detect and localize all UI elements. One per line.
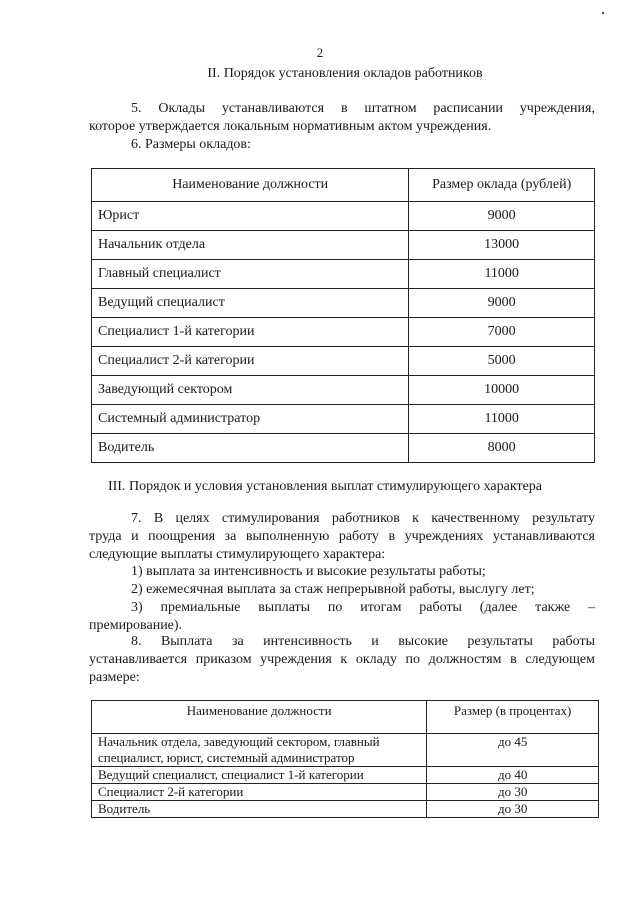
percent-cell: до 30 (427, 801, 599, 818)
list-item (89, 581, 595, 599)
table-row (92, 376, 595, 405)
position-cell: Начальник отдела (92, 231, 409, 260)
table-row (92, 784, 599, 801)
paragraph-6-text: 6. Размеры окладов: (131, 137, 251, 152)
list-item-2-text: 2) ежемесячная выплата за стаж непрерывной работы, выслугу лет; (131, 582, 535, 597)
salary-cell: 11000 (409, 405, 595, 434)
column-header-salary: Размер оклада (рублей) (409, 169, 595, 202)
page-number: 2 (316, 45, 324, 60)
table-row (92, 260, 595, 289)
position-cell-line-1: Начальник отдела, заведующий сектором, главный (98, 734, 380, 749)
position-cell: Водитель (92, 434, 409, 463)
table-row (92, 801, 599, 818)
table-header-row (92, 701, 599, 734)
position-cell: Специалист 2-й категории (92, 347, 409, 376)
table-row (92, 405, 595, 434)
salary-cell: 13000 (409, 231, 595, 260)
percent-cell: до 40 (427, 767, 599, 784)
section-2-title: II. Порядок установления окладов работников (207, 66, 483, 81)
position-cell (92, 734, 427, 767)
position-cell: Заведующий сектором (92, 376, 409, 405)
salary-cell: 7000 (409, 318, 595, 347)
table-row (92, 767, 599, 784)
salary-cell: 9000 (409, 289, 595, 318)
position-cell: Специалист 1-й категории (92, 318, 409, 347)
list-item-3-line-1: 3) премиальные выплаты по итогам работы (далее также – (131, 600, 595, 615)
position-cell: Системный администратор (92, 405, 409, 434)
position-cell: Главный специалист (92, 260, 409, 289)
table-header-row (92, 169, 595, 202)
position-cell: Юрист (92, 202, 409, 231)
position-cell: Ведущий специалист, специалист 1-й категории (92, 767, 427, 784)
salary-cell: 9000 (409, 202, 595, 231)
table-row (92, 734, 599, 767)
paragraph-5-line-1: 5. Оклады устанавливаются в штатном расписании учреждения, (131, 101, 595, 116)
list-item (89, 563, 595, 581)
position-cell: Ведущий специалист (92, 289, 409, 318)
column-header-position: Наименование должности (92, 701, 427, 734)
section-3-title: III. Порядок и условия установления выплат стимулирующего характера (107, 479, 543, 494)
table-row (92, 347, 595, 376)
paragraph-8-line-2: устанавливается приказом учреждения к окладу по должностям в следующем (89, 652, 595, 667)
table-row (92, 434, 595, 463)
percent-cell: до 45 (427, 734, 599, 767)
position-cell: Водитель (92, 801, 427, 818)
paragraph-8-line-3: размере: (89, 670, 140, 685)
scan-mark (602, 12, 604, 14)
table-row (92, 202, 595, 231)
bonus-table (91, 700, 599, 818)
table-row (92, 318, 595, 347)
column-header-position: Наименование должности (92, 169, 409, 202)
salary-cell: 8000 (409, 434, 595, 463)
list-item (89, 599, 595, 635)
salary-cell: 10000 (409, 376, 595, 405)
column-header-percent: Размер (в процентах) (427, 701, 599, 734)
list-item-3-line-2: премирование). (89, 618, 183, 633)
paragraph-7-line-1: 7. В целях стимулирования работников к качественному результату (131, 511, 595, 526)
paragraph-8-line-1: 8. Выплата за интенсивность и высокие результаты работы (131, 634, 595, 649)
salary-cell: 11000 (409, 260, 595, 289)
position-cell-line-2: специалист, юрист, системный администратор (98, 750, 355, 765)
list-item-1-text: 1) выплата за интенсивность и высокие результаты работы; (131, 564, 486, 579)
table-row (92, 289, 595, 318)
salary-cell: 5000 (409, 347, 595, 376)
position-cell: Специалист 2-й категории (92, 784, 427, 801)
paragraph-7-line-2: труда и поощрения за выполненную работу в учреждениях устанавливаются (89, 529, 595, 544)
percent-cell: до 30 (427, 784, 599, 801)
paragraph-5 (89, 100, 595, 136)
paragraph-7 (89, 510, 595, 564)
paragraph-6 (89, 136, 595, 154)
table-row (92, 231, 595, 260)
salary-table (91, 168, 595, 463)
paragraph-7-line-3: следующие выплаты стимулирующего характера: (89, 547, 386, 562)
paragraph-5-line-2: которое утверждается локальным нормативным актом учреждения. (89, 119, 492, 134)
paragraph-8 (89, 633, 595, 687)
